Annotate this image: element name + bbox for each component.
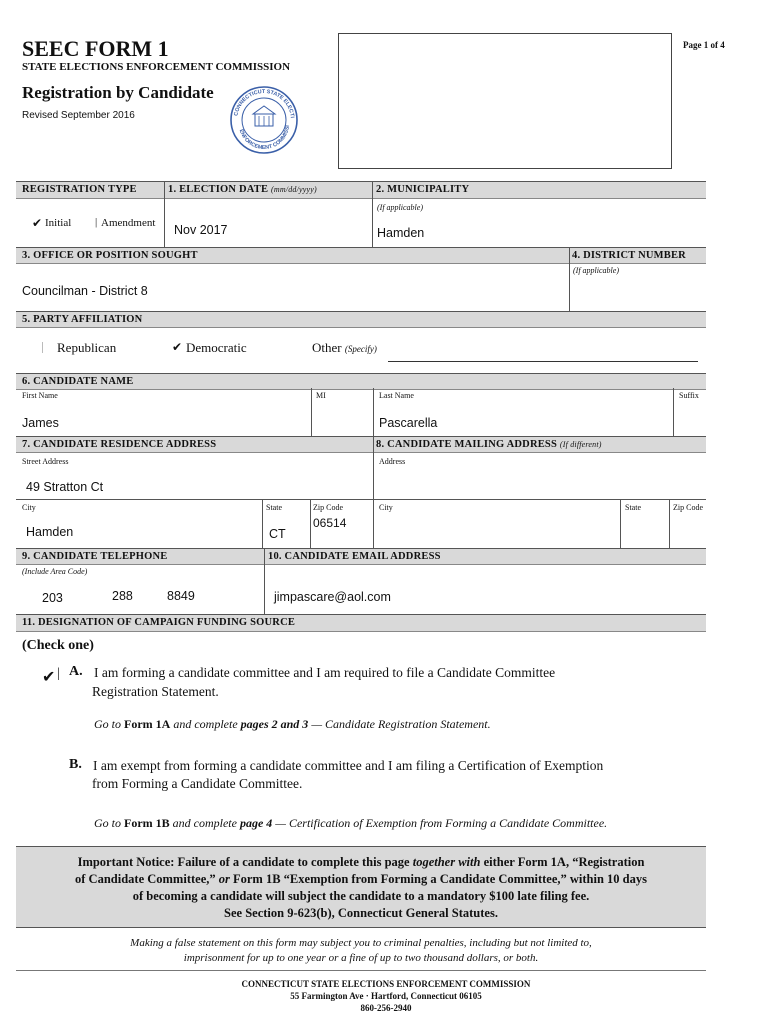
first-name-value[interactable]: James [22,416,59,430]
office-use-box [338,33,672,169]
mailing-city-label: City [379,503,393,512]
suffix-label: Suffix [679,391,699,400]
office-value[interactable]: Councilman - District 8 [22,284,148,298]
important-notice-text: Important Notice: Failure of a candidate to complete this page together with either Form 1A, “Registration of Candidate Committee,” or Form 1B “Exemption from Forming a Candidate Committee,” within 10 days of becoming a candidate will subject the candidate to a mandatory $100 late filing fee. See Section 9-623(b), Connecticut General Statutes. [75,855,647,920]
state-label: State [266,503,282,512]
footer-address: CONNECTICUT STATE ELECTIONS ENFORCEMENT COMMISSION 55 Farmington Ave · Hartford, Connecticut 06105 860-256-2940 [241,979,531,1013]
democratic-checkbox[interactable]: ✔ [172,340,183,354]
mailing-address-label: 8. CANDIDATE MAILING ADDRESS (If different) [376,439,602,450]
email-value[interactable]: jimpascare@aol.com [274,590,391,604]
telephone-label: 9. CANDIDATE TELEPHONE [22,551,168,562]
page-number: Page 1 of 4 [683,40,725,50]
election-date-label: 1. ELECTION DATE (mm/dd/yyyy) [168,184,317,195]
district-label: 4. DISTRICT NUMBER [572,250,686,261]
amendment-checkbox[interactable]: | [95,216,98,228]
last-name-value[interactable]: Pascarella [379,416,438,430]
district-hint: (If applicable) [573,266,619,275]
address-header-row [16,436,706,453]
office-label: 3. OFFICE OR POSITION SOUGHT [22,250,198,261]
mailing-address-field-label: Address [379,457,406,466]
option-a-text-2: Registration Statement. [92,684,219,699]
telephone-area-code[interactable]: 203 [42,591,63,605]
funding-label: 11. DESIGNATION OF CAMPAIGN FUNDING SOURCE [22,617,296,628]
document-title: Registration by Candidate [22,83,214,102]
election-date-value[interactable]: Nov 2017 [174,223,228,237]
form-title: SEEC FORM 1 [22,36,169,61]
telephone-prefix[interactable]: 288 [112,589,133,603]
option-b-text-2: from Forming a Candidate Committee. [92,776,303,791]
option-a-mark: | [57,666,60,681]
option-a-letter: A. [69,664,83,679]
mailing-zip-label: Zip Code [673,503,703,512]
city-label: City [22,503,36,512]
mi-label: MI [316,391,326,400]
commission-seal [229,84,299,156]
contact-header-row [16,548,706,565]
amendment-label: Amendment [101,217,156,229]
telephone-hint: (Include Area Code) [22,567,88,576]
office-header-row [16,247,706,264]
option-b-instructions: Go to Form 1B and complete page 4 — Certification of Exemption from Forming a Candidate Committee. [94,816,608,830]
city-value[interactable]: Hamden [26,525,74,539]
zip-value[interactable]: 06514 [313,516,347,530]
svg-text:CONNECTICUT STATE ELECTIONS: CONNECTICUT STATE ELECTI [233,88,295,119]
street-address-value[interactable]: 49 Stratton Ct [26,480,104,494]
telephone-line[interactable]: 8849 [167,589,195,603]
party-label: 5. PARTY AFFILIATION [22,314,143,325]
initial-checkbox[interactable]: ✔ [32,216,43,230]
svg-text:ENFORCEMENT COMMISSION: ENFORCEMENT COMMISSI [237,125,291,152]
funding-header-row [16,614,706,632]
mailing-state-label: State [625,503,641,512]
municipality-hint: (If applicable) [377,203,423,212]
republican-label: Republican [57,340,117,355]
republican-checkbox[interactable] [42,342,43,353]
option-b-letter: B. [69,757,82,772]
option-a-instructions: Go to Form 1A and complete pages 2 and 3 — Candidate Registration Statement. [94,717,491,731]
registration-header-row [16,181,706,199]
other-specify-field[interactable] [388,361,698,362]
municipality-value[interactable]: Hamden [377,226,425,240]
check-one-label: (Check one) [22,638,94,653]
candidate-name-label: 6. CANDIDATE NAME [22,376,134,387]
registration-type-label: REGISTRATION TYPE [22,184,137,195]
false-statement-warning: Making a false statement on this form may subject you to criminal penalties, including but not limited to, imprisonment for up to one year or a fine of up to two thousand dollars, or both. [130,937,592,964]
candidate-name-header-row [16,373,706,390]
residence-address-label: 7. CANDIDATE RESIDENCE ADDRESS [22,439,217,450]
other-label: Other (Specify) [312,340,377,355]
option-a-checkbox[interactable]: ✔ [42,669,56,686]
option-a-text-1: I am forming a candidate committee and I am required to file a Candidate Committee [94,665,556,680]
democratic-label: Democratic [186,340,247,355]
last-name-label: Last Name [379,391,414,400]
email-label: 10. CANDIDATE EMAIL ADDRESS [268,551,441,562]
street-address-label: Street Address [22,457,69,466]
option-b-text-1: I am exempt from forming a candidate committee and I am filing a Certification of Exemption [93,758,604,773]
first-name-label: First Name [22,391,58,400]
municipality-label: 2. MUNICIPALITY [376,184,470,195]
agency-name: STATE ELECTIONS ENFORCEMENT COMMISSION [22,61,291,73]
state-value[interactable]: CT [269,527,286,541]
party-header-row [16,311,706,328]
initial-label: Initial [45,217,72,229]
revised-date: Revised September 2016 [22,110,135,121]
zip-label: Zip Code [313,503,343,512]
